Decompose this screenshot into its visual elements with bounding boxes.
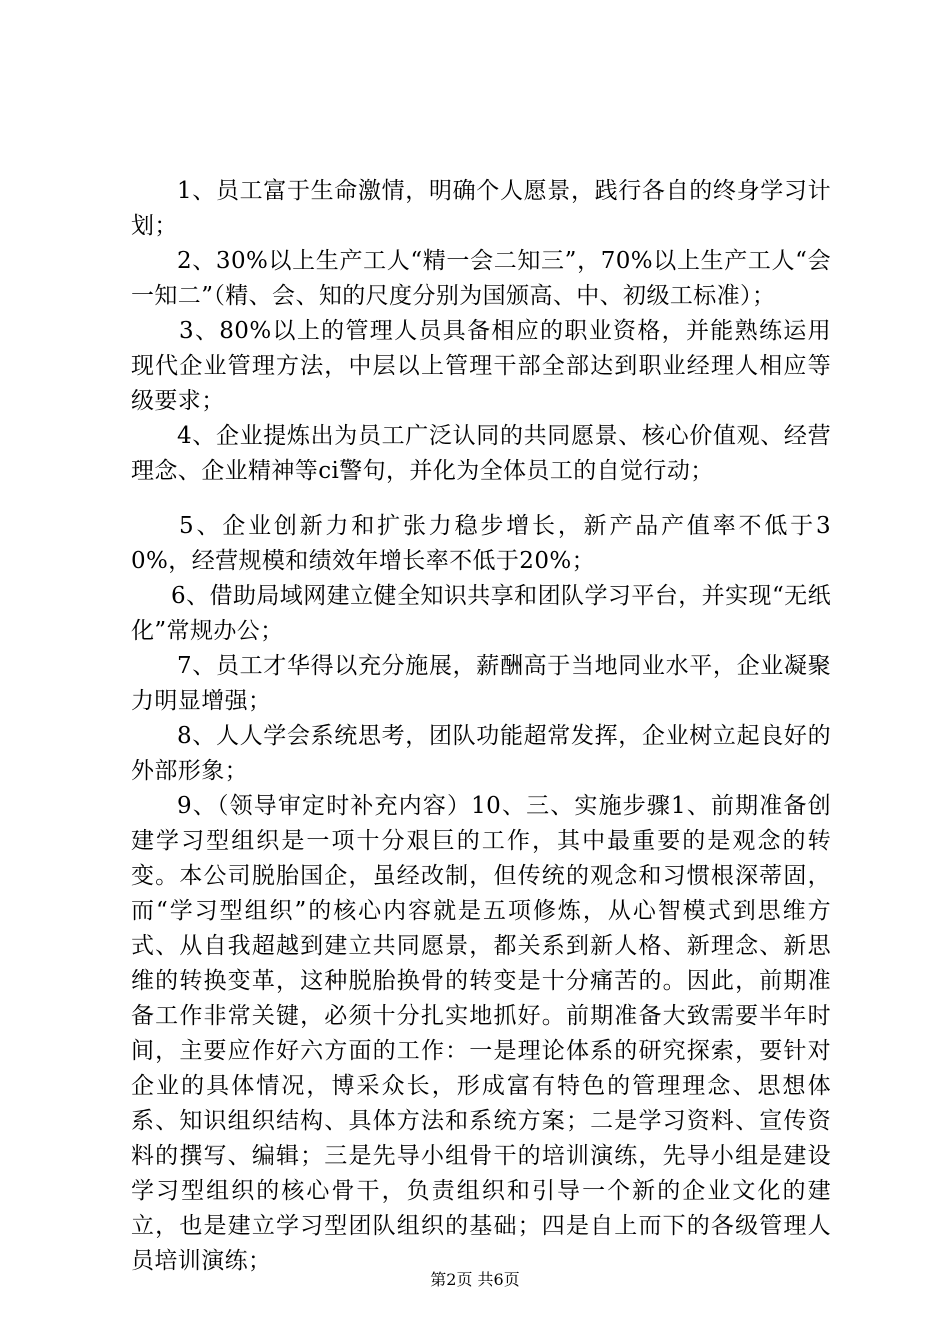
paragraph-7: 7、员工才华得以充分施展，薪酬高于当地同业水平，企业凝聚力明显增强； xyxy=(131,653,831,714)
paragraph-5: 5、企业创新力和扩张力稳步增长，新产品产值率不低于30%，经营规模和绩效年增长率不低于20%； xyxy=(131,513,831,574)
document-body xyxy=(131,174,831,1279)
page-number-footer: 第2页 共6页 xyxy=(430,1270,520,1289)
paragraph-9: 9、（领导审定时补充内容）10、三、实施步骤1、前期准备创建学习型组织是一项十分艰巨的工作，其中最重要的是观念的转变。本公司脱胎国企，虽经改制，但传统的观念和习惯根深蒂固，而“学习型组织”的核心内容就是五项修炼，从心智模式到思维方式、从自我超越到建立共同愿景，都关系到新人格、新理念、新思维的转换变革，这种脱胎换骨的转变是十分痛苦的。因此，前期准备工作非常关键，必须十分扎实地抓好。前期准备大致需要半年时间，主要应作好六方面的工作：一是理论体系的研究探索，要针对企业的具体情况，博采众长，形成富有特色的管理理念、思想体系、知识组织结构、具体方法和系统方案；二是学习资料、宣传资料的撰写、编辑；三是先导小组骨干的培训演练，先导小组是建设学习型组织的核心骨干，负责组织和引导一个新的企业文化的建立，也是建立学习型团队组织的基础；四是自上而下的各级管理人员培训演练； xyxy=(131,793,831,1274)
paragraph-1: 1、员工富于生命激情，明确个人愿景，践行各自的终身学习计划； xyxy=(131,178,831,239)
paragraph-3: 3、80%以上的管理人员具备相应的职业资格，并能熟练运用现代企业管理方法，中层以上管理干部全部达到职业经理人相应等级要求； xyxy=(131,318,831,414)
paragraph-8: 8、人人学会系统思考，团队功能超常发挥，企业树立起良好的外部形象； xyxy=(131,723,831,784)
paragraph-6: 6、借助局域网建立健全知识共享和团队学习平台，并实现“无纸化”常规办公； xyxy=(131,583,831,644)
paragraph-4: 4、企业提炼出为员工广泛认同的共同愿景、核心价值观、经营理念、企业精神等ci警句，并化为全体员工的自觉行动； xyxy=(131,423,831,484)
paragraph-2: 2、30%以上生产工人“精一会二知三”，70%以上生产工人“会一知二”（精、会、知的尺度分别为国颁高、中、初级工标准）； xyxy=(131,248,831,309)
